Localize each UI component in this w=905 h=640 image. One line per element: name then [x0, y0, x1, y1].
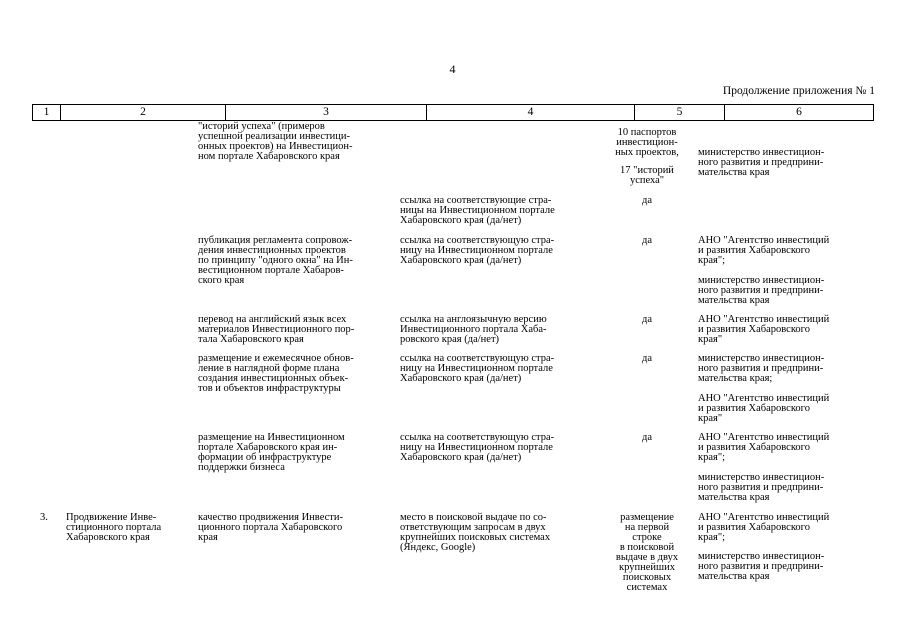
row-4-responsible: министерство инвестицион- ного развития и предприни- мательства края;: [698, 353, 825, 384]
continuation-label: Продолжение приложения № 1: [722, 85, 875, 97]
row-1-target: да: [641, 195, 652, 206]
row-6-activity: Продвижение Инве- стиционного портала Хабаровского края: [66, 512, 162, 543]
row-6-responsible: АНО "Агентство инвестиций и развития Хабаровского края";: [698, 512, 830, 543]
row-3-responsible: АНО "Агентство инвестиций и развития Хабаровского края": [698, 314, 830, 345]
row-5-responsible-extra: министерство инвестицион- ного развития и предприни- мательства края: [698, 472, 825, 503]
row-2-target: да: [641, 235, 652, 246]
header-col-4: 4: [426, 105, 634, 120]
table-header-row: [32, 104, 874, 121]
row-0-responsible: министерство инвестицион- ного развития и предприни- мательства края: [698, 147, 825, 178]
row-4-measure: ссылка на соответствующую стра- ницу на Инвестиционном портале Хабаровского края (да/нет): [400, 353, 555, 384]
header-col-6: 6: [724, 105, 874, 120]
row-6-indicator: качество продвижения Инвести- ционного портала Хабаровского края: [198, 512, 343, 543]
header-col-1: 1: [32, 105, 60, 120]
row-5-responsible: АНО "Агентство инвестиций и развития Хабаровского края";: [698, 432, 830, 463]
row-4-responsible-extra: АНО "Агентство инвестиций и развития Хабаровского края": [698, 393, 830, 424]
row-6-number: 3.: [40, 512, 48, 523]
row-3-measure: ссылка на англоязычную версию Инвестиционного портала Хаба- ровского края (да/нет): [400, 314, 547, 345]
row-3-target: да: [641, 314, 652, 325]
page-number: 4: [449, 62, 456, 76]
row-4-target: да: [641, 353, 652, 364]
row-1-measure: ссылка на соответствующие стра- ницы на Инвестиционном портале Хабаровского края (да/нет): [400, 195, 555, 226]
row-2-indicator: публикация регламента сопровож- дения инвестиционных проектов по принципу "одного окна" на Ин- вестиционном портале Хабаров- ского края: [198, 235, 353, 286]
row-0-target: 10 паспортов инвестицион- ных проектов,: [615, 127, 679, 158]
row-5-target: да: [641, 432, 652, 443]
row-6-target: размещение на первой строке в поисковой выдаче в двух крупнейших поисковых системах: [615, 512, 679, 593]
header-col-5: 5: [634, 105, 724, 120]
row-2-responsible-extra: министерство инвестицион- ного развития и предприни- мательства края: [698, 275, 825, 306]
row-5-measure: ссылка на соответствующую стра- ницу на Инвестиционном портале Хабаровского края (да/нет): [400, 432, 555, 463]
row-0-indicator: "историй успеха" (примеров успешной реализации инвестици- онных проектов) на Инвестицион- ном портале Хабаровского края: [198, 121, 353, 162]
row-0-target-extra: 17 "историй успеха": [620, 165, 674, 186]
header-col-3: 3: [225, 105, 426, 120]
row-5-indicator: размещение на Инвестиционном портале Хабаровского края ин- формации об инфраструктуре поддержки бизнеса: [198, 432, 345, 473]
row-2-measure: ссылка на соответствующую стра- ницу на Инвестиционном портале Хабаровского края (да/нет): [400, 235, 555, 266]
row-6-responsible-extra: министерство инвестицион- ного развития и предприни- мательства края: [698, 551, 825, 582]
row-6-measure: место в поисковой выдаче по со- ответствующим запросам в двух крупнейших поисковых системах (Яндекс, Google): [400, 512, 551, 553]
row-3-indicator: перевод на английский язык всех материалов Инвестиционного пор- тала Хабаровского края: [198, 314, 355, 345]
header-col-2: 2: [60, 105, 225, 120]
row-4-indicator: размещение и ежемесячное обнов- ление в наглядной форме плана создания инвестиционных объек- тов и объектов инфраструктуры: [198, 353, 354, 394]
row-2-responsible: АНО "Агентство инвестиций и развития Хабаровского края";: [698, 235, 830, 266]
